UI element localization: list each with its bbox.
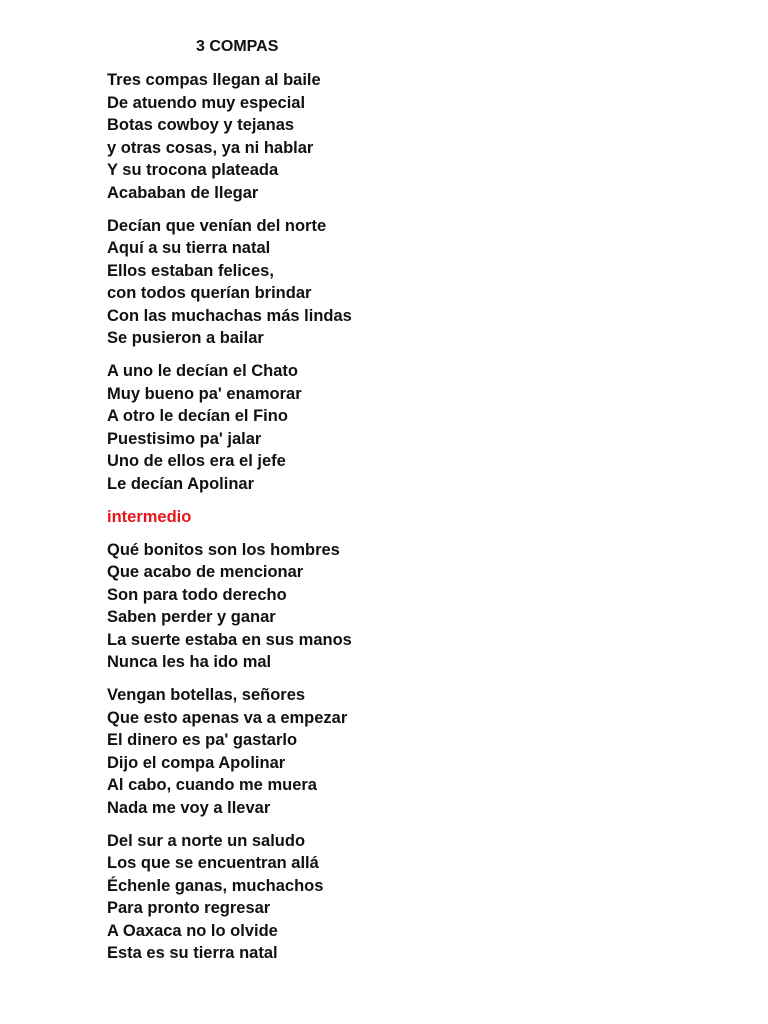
lyrics-document — [107, 37, 727, 975]
stanza — [107, 69, 727, 204]
stanza — [107, 360, 727, 495]
lyric-line: Aquí a su tierra natal — [107, 239, 271, 257]
lyric-line: con todos querían brindar — [107, 284, 312, 302]
lyric-line: Tres compas llegan al baile — [107, 71, 321, 89]
song-title: 3 COMPAS — [196, 38, 279, 55]
lyric-line: Dijo el compa Apolinar — [107, 753, 286, 772]
lyric-line: Esta es su tierra natal — [107, 944, 278, 962]
lyric-line: Se pusieron a bailar — [107, 329, 264, 347]
lyric-line: y otras cosas, ya ni hablar — [107, 138, 314, 157]
lyric-line: Con las muchachas más lindas — [107, 306, 352, 325]
stanza — [107, 684, 727, 819]
lyric-line: Puestisimo pa' jalar — [107, 429, 262, 448]
stanza — [107, 539, 727, 674]
lyric-line: A otro le decían el Fino — [107, 407, 288, 425]
section-label-intermedio: intermedio — [107, 507, 192, 526]
lyric-line: Nunca les ha ido mal — [107, 653, 272, 671]
lyric-line: Que acabo de mencionar — [107, 563, 304, 581]
stanza — [107, 830, 727, 965]
lyric-line: Uno de ellos era el jefe — [107, 452, 286, 470]
lyric-line: Vengan botellas, señores — [107, 686, 306, 704]
lyric-line: Decían que venían del norte — [107, 216, 327, 235]
lyric-line: Qué bonitos son los hombres — [107, 540, 340, 559]
lyric-line: Del sur a norte un saludo — [107, 831, 306, 850]
lyric-line: De atuendo muy especial — [107, 93, 306, 112]
lyric-line: Y su trocona plateada — [107, 161, 279, 179]
lyric-line: La suerte estaba en sus manos — [107, 630, 352, 649]
lyric-line: Son para todo derecho — [107, 585, 287, 604]
lyric-line: Échenle ganas, muchachos — [107, 876, 324, 895]
lyric-line: Nada me voy a llevar — [107, 798, 271, 817]
lyric-line: Ellos estaban felices, — [107, 261, 274, 280]
lyric-line: Los que se encuentran allá — [107, 854, 319, 872]
lyric-line: A uno le decían el Chato — [107, 362, 298, 380]
lyric-line: Al cabo, cuando me muera — [107, 776, 317, 794]
lyric-line: Le decían Apolinar — [107, 474, 255, 493]
lyric-line: Botas cowboy y tejanas — [107, 116, 295, 134]
lyric-line: A Oaxaca no lo olvide — [107, 921, 278, 940]
lyric-line: Saben perder y ganar — [107, 608, 276, 626]
lyric-line: El dinero es pa' gastarlo — [107, 731, 298, 749]
lyrics-body — [107, 69, 727, 965]
lyric-line: Para pronto regresar — [107, 899, 271, 917]
lyric-line: Que esto apenas va a empezar — [107, 708, 348, 727]
stanza — [107, 215, 727, 350]
lyric-line: Muy bueno pa' enamorar — [107, 384, 302, 403]
lyric-line: Acababan de llegar — [107, 183, 259, 202]
